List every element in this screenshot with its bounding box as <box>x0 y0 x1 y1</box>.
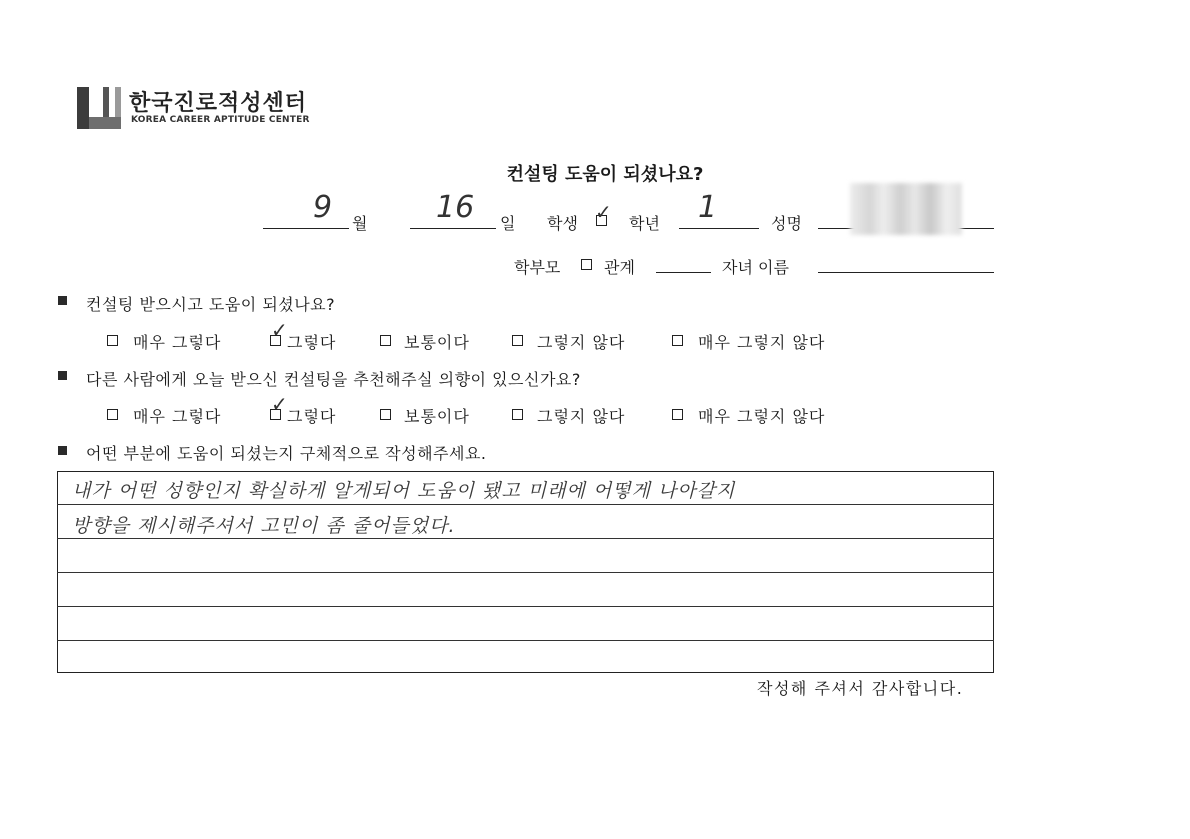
q2-option-4-label: 그렇지 않다 <box>537 407 626 426</box>
q1-option-1-label: 매우 그렇다 <box>133 333 222 352</box>
q1-check-mark-icon: ✓ <box>271 318 288 342</box>
relation-label: 관계 <box>604 258 635 277</box>
q1-option-5-label: 매우 그렇지 않다 <box>698 333 826 352</box>
answer-line-2[interactable]: 방향을 제시해주셔서 고민이 좀 줄어들었다. <box>72 515 456 537</box>
child-name-underline[interactable] <box>818 272 994 273</box>
q2-option-1-checkbox[interactable] <box>107 409 118 420</box>
student-label: 학생 <box>547 214 578 233</box>
question-2: 다른 사람에게 오늘 받으신 컨설팅을 추천해주실 의향이 있으신가요? <box>86 370 581 389</box>
redacted-name <box>850 183 962 235</box>
parent-checkbox[interactable] <box>581 259 592 270</box>
day-value[interactable]: 16 <box>436 190 475 225</box>
center-logo-mark-icon <box>77 87 121 129</box>
q1-option-2-label: 그렇다 <box>287 333 337 352</box>
answer-line <box>57 504 994 505</box>
student-check-mark-icon: ✓ <box>595 200 612 224</box>
grade-value[interactable]: 1 <box>698 190 718 225</box>
month-value[interactable]: 9 <box>313 190 333 225</box>
q2-option-4-checkbox[interactable] <box>512 409 523 420</box>
q1-option-4-checkbox[interactable] <box>512 335 523 346</box>
q2-option-5-checkbox[interactable] <box>672 409 683 420</box>
answer-line <box>57 606 994 607</box>
relation-underline[interactable] <box>656 272 711 273</box>
q1-option-5-checkbox[interactable] <box>672 335 683 346</box>
answer-line-1[interactable]: 내가 어떤 성향인지 확실하게 알게되어 도움이 됐고 미래에 어떻게 나아갈지 <box>72 480 736 502</box>
q2-option-5-label: 매우 그렇지 않다 <box>698 407 826 426</box>
q2-option-3-label: 보통이다 <box>404 407 470 426</box>
day-label: 일 <box>500 214 516 233</box>
survey-title: 컨설팅 도움이 되셨나요? <box>506 164 704 185</box>
answer-line <box>57 572 994 573</box>
center-name-korean: 한국진로적성센터 <box>129 91 308 116</box>
parent-label: 학부모 <box>514 258 561 277</box>
q1-option-3-checkbox[interactable] <box>380 335 391 346</box>
grade-label: 학년 <box>629 214 660 233</box>
question-1: 컨설팅 받으시고 도움이 되셨나요? <box>86 295 336 314</box>
grade-underline <box>679 228 759 229</box>
q2-check-mark-icon: ✓ <box>271 392 288 416</box>
name-label: 성명 <box>771 214 802 233</box>
question-bullet <box>58 371 67 380</box>
answer-line <box>57 640 994 641</box>
q1-option-1-checkbox[interactable] <box>107 335 118 346</box>
q2-option-3-checkbox[interactable] <box>380 409 391 420</box>
q2-option-1-label: 매우 그렇다 <box>133 407 222 426</box>
center-name-english: KOREA CAREER APTITUDE CENTER <box>131 115 310 125</box>
month-label: 월 <box>352 214 368 233</box>
question-bullet <box>58 446 67 455</box>
q2-option-2-label: 그렇다 <box>287 407 337 426</box>
closing-thanks: 작성해 주셔서 감사합니다. <box>757 679 964 698</box>
question-bullet <box>58 296 67 305</box>
child-name-label: 자녀 이름 <box>722 258 789 277</box>
day-underline <box>410 228 496 229</box>
question-3: 어떤 부분에 도움이 되셨는지 구체적으로 작성해주세요. <box>86 444 487 463</box>
answer-line <box>57 538 994 539</box>
month-underline <box>263 228 349 229</box>
q1-option-4-label: 그렇지 않다 <box>537 333 626 352</box>
q1-option-3-label: 보통이다 <box>404 333 470 352</box>
